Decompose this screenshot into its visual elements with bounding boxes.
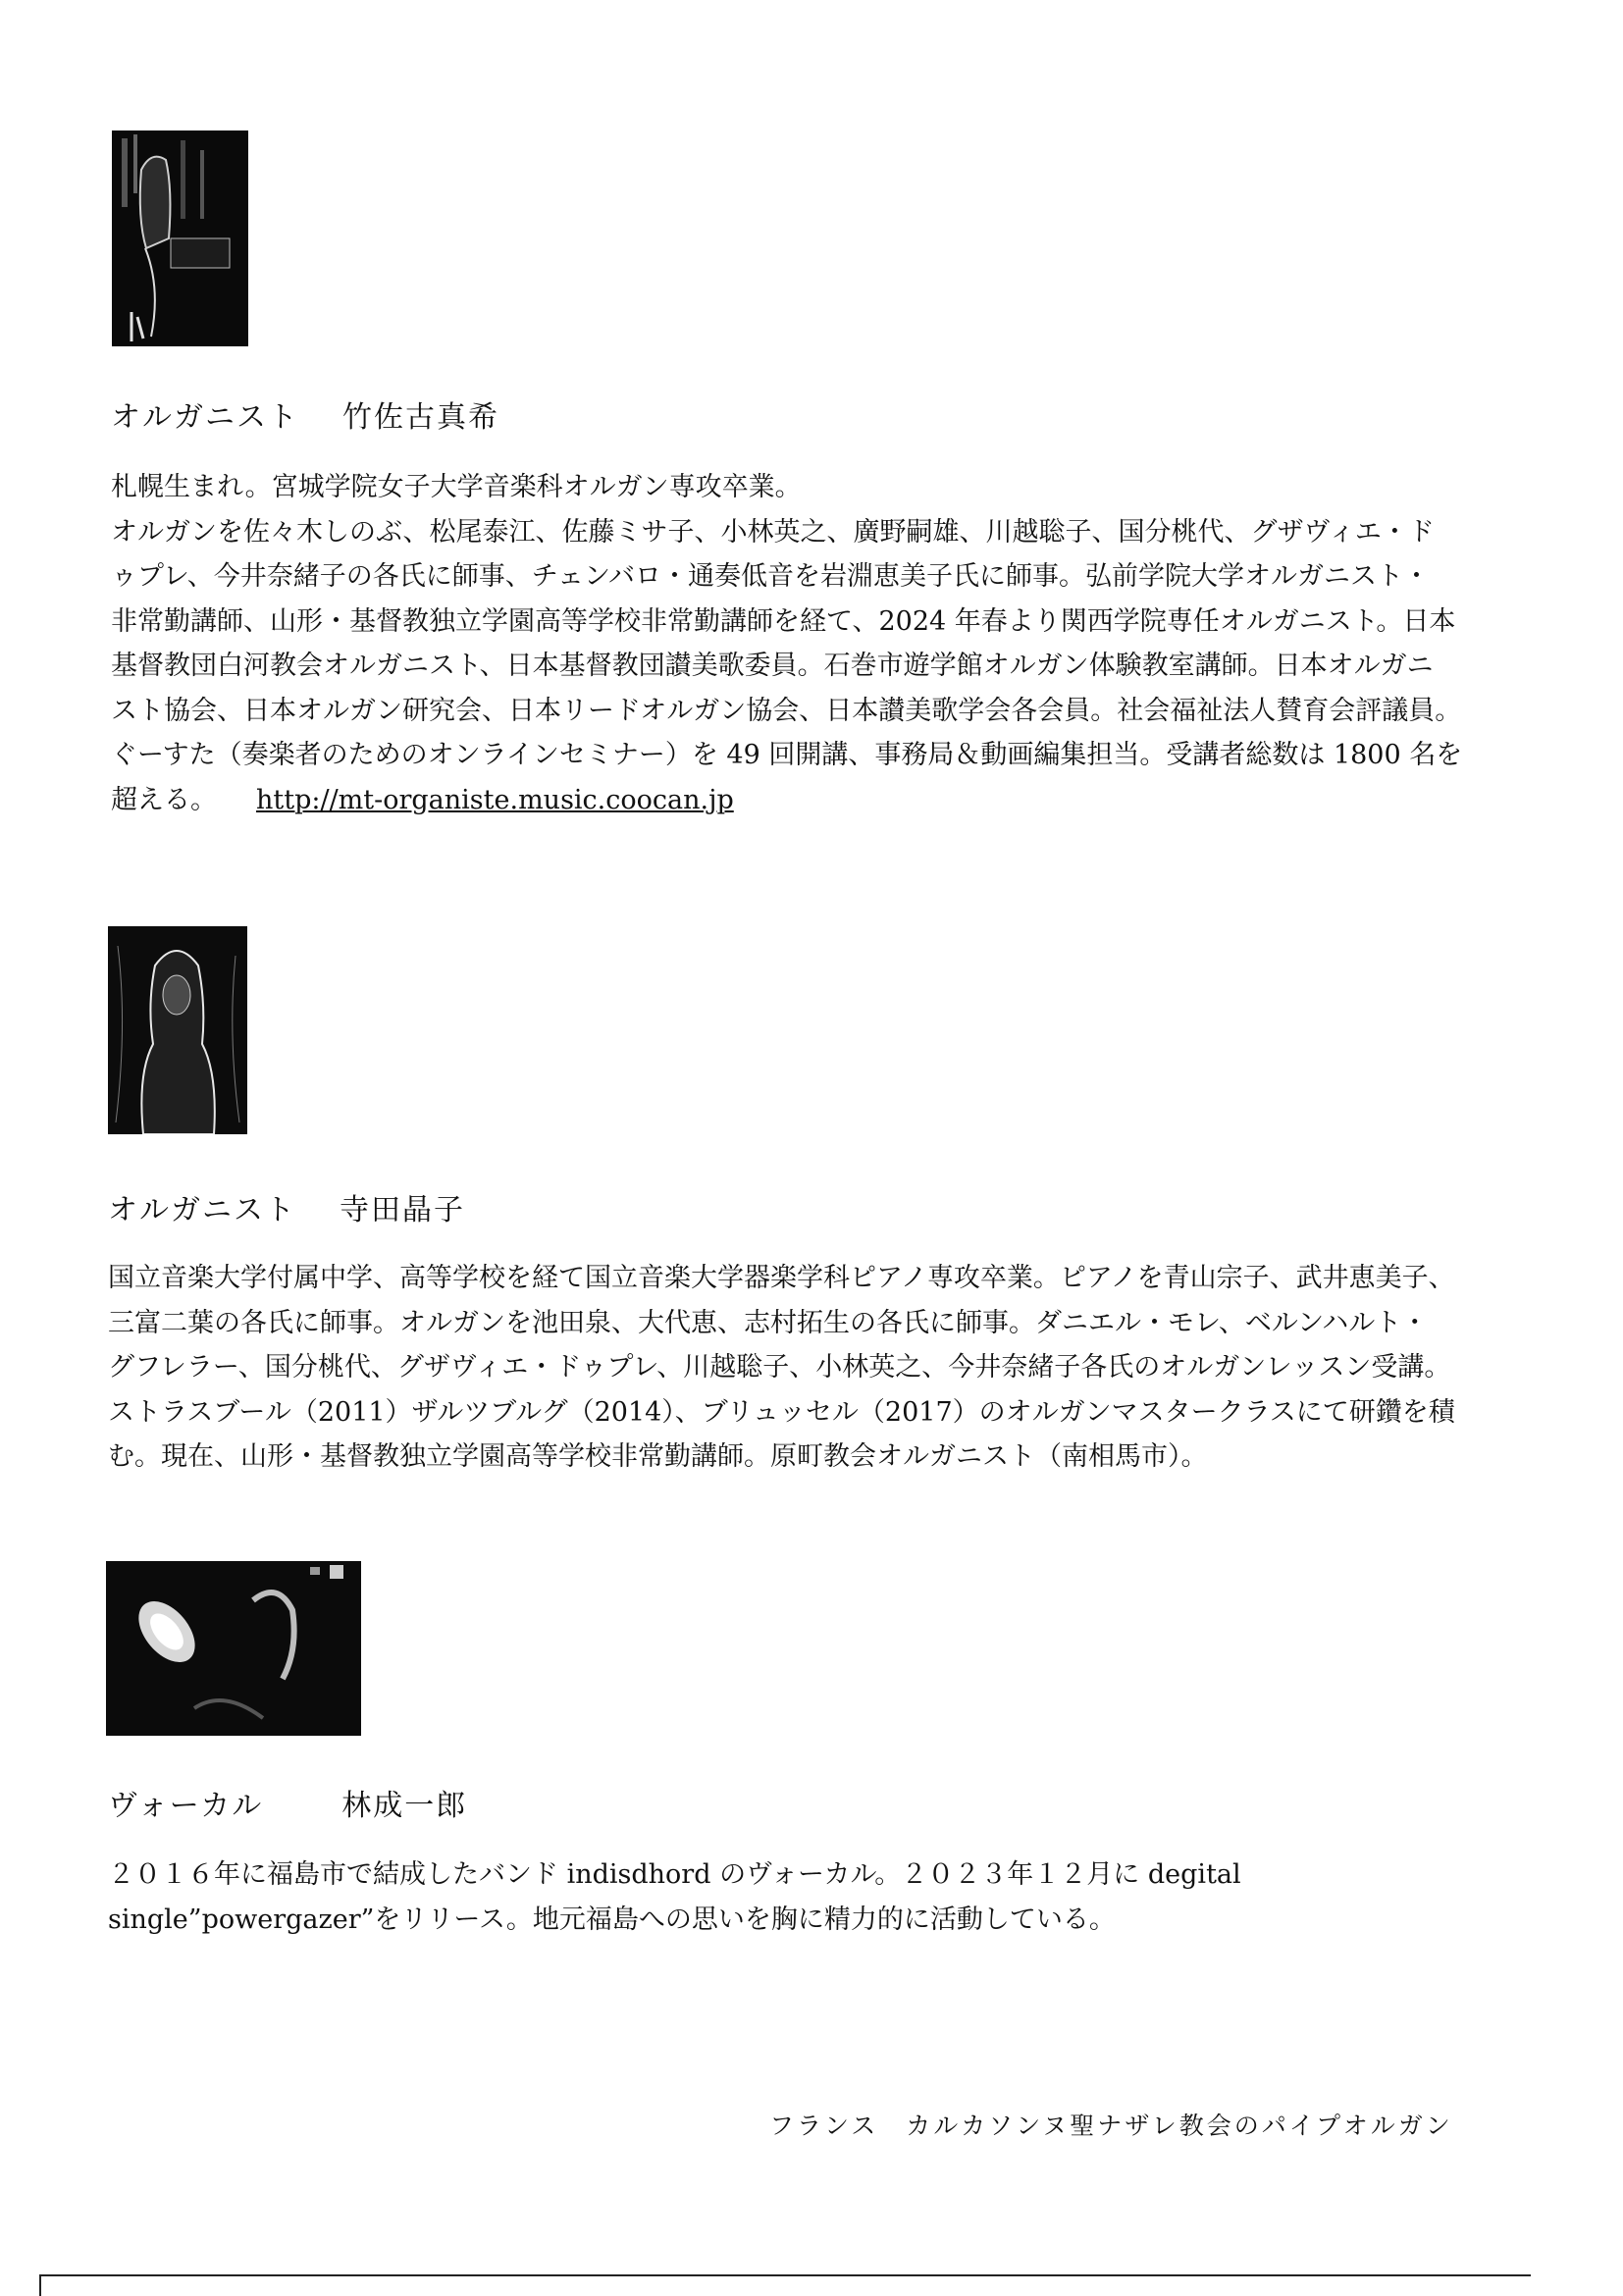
- organist-photo-2: [108, 926, 247, 1134]
- performer-3-name: 林成一郎: [341, 1789, 468, 1823]
- organist-photo-1: [112, 130, 248, 346]
- bottom-rule: [39, 2274, 1531, 2276]
- performer-2-role: オルガニスト: [108, 1193, 296, 1227]
- performer-2-heading: [108, 1185, 465, 1228]
- bio-2-line-3: グフレラー、国分桃代、グザヴィエ・ドゥプレ、川越聡子、小林英之、今井奈緒子各氏のオルガンレッスン受講。: [108, 1352, 1451, 1383]
- bottom-rule-tick: [39, 2274, 41, 2296]
- performer-2-bio: [108, 1256, 1545, 1480]
- bio-1-line-6: スト協会、日本オルガン研究会、日本リードオルガン協会、日本讃美歌学会各会員。社会福祉法人賛育会評議員。: [111, 695, 1462, 726]
- bio-1-line-1: 札幌生まれ。宮城学院女子大学音楽科オルガン専攻卒業。: [111, 472, 802, 502]
- bio-1-line-8-text: 超える。: [111, 784, 217, 815]
- bio-1-line-8: [111, 778, 1545, 823]
- performer-3-heading: [108, 1781, 467, 1824]
- bio-2-line-1: 国立音楽大学付属中学、高等学校を経て国立音楽大学器楽学科ピアノ専攻卒業。ピアノを青山宗子、武井恵美子、: [108, 1263, 1455, 1293]
- performer-3-role: ヴォーカル: [108, 1789, 264, 1823]
- performer-3-bio: [108, 1852, 1545, 1942]
- performer-1-name: 竹佐古真希: [342, 400, 499, 435]
- bio-3-line-2: single”powergazer”をリリース。地元福島への思いを胸に精力的に活動している。: [108, 1904, 1116, 1935]
- performer-1-role: オルガニスト: [111, 400, 299, 435]
- bio-1-line-7: ぐーすた（奏楽者のためのオンラインセミナー）を 49 回開講、事務局＆動画編集担当。受講者総数は 1800 名を: [111, 740, 1463, 770]
- bio-1-line-3: ゥプレ、今井奈緒子の各氏に師事、チェンバロ・通奏低音を岩淵恵美子氏に師事。弘前学院大学オルガニスト・: [111, 561, 1431, 592]
- performer-1-heading: [111, 392, 499, 436]
- vocalist-photo: [106, 1561, 361, 1736]
- website-link[interactable]: http://mt-organiste.music.coocan.jp: [256, 784, 734, 815]
- bio-3-line-1: ２０１６年に福島市で結成したバンド indisdhord のヴォーカル。２０２３年１２月に degital: [108, 1859, 1241, 1890]
- performer-1-bio: [111, 465, 1545, 822]
- organist-portrait-image: [112, 130, 248, 346]
- bio-1-line-4: 非常勤講師、山形・基督教独立学園高等学校非常勤講師を経て、2024 年春より関西学院専任オルガニスト。日本: [111, 605, 1456, 637]
- vocalist-image: [106, 1561, 361, 1736]
- performer-2-name: 寺田晶子: [340, 1193, 465, 1227]
- bio-1-line-5: 基督教団白河教会オルガニスト、日本基督教団讃美歌委員。石巻市遊学館オルガン体験教室講師。日本オルガニ: [111, 651, 1434, 681]
- cover-image-caption: フランス カルカソンヌ聖ナザレ教会のパイプオルガン: [769, 2112, 1453, 2140]
- bio-1-line-2: オルガンを佐々木しのぶ、松尾泰江、佐藤ミサ子、小林英之、廣野嗣雄、川越聡子、国分桃代、グザヴィエ・ド: [111, 516, 1435, 548]
- bio-2-line-4: ストラスブール（2011）ザルツブルグ（2014）、ブリュッセル（2017）のオルガンマスタークラスにて研鑽を積: [108, 1396, 1455, 1428]
- bio-2-line-5: む。現在、山形・基督教独立学園高等学校非常勤講師。原町教会オルガニスト（南相馬市）。: [108, 1441, 1208, 1472]
- bio-2-line-2: 三富二葉の各氏に師事。オルガンを池田泉、大代恵、志村拓生の各氏に師事。ダニエル・モレ、ベルンハルト・: [108, 1307, 1429, 1338]
- organist-portrait-image-2: [108, 926, 247, 1134]
